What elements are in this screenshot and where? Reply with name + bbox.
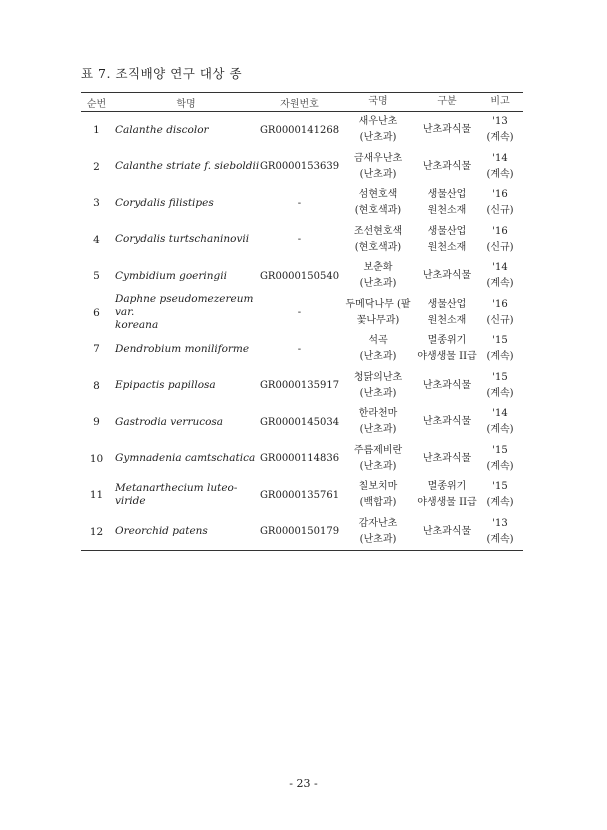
category-line: 원천소재 xyxy=(427,205,467,217)
table-row xyxy=(81,368,523,405)
category-line: 난초과식물 xyxy=(422,525,472,537)
cell-remarks xyxy=(477,331,523,368)
remarks-line: (계속) xyxy=(486,533,514,545)
header-remarks: 비고 xyxy=(490,96,510,107)
header-korean-name: 국명 xyxy=(368,96,388,107)
table-row xyxy=(81,295,523,332)
remarks-line: '13 xyxy=(492,116,508,128)
remarks-line: (신규) xyxy=(486,241,514,253)
cell-category xyxy=(417,149,477,186)
korean-name-line: 주름제비란 xyxy=(353,444,403,456)
remarks-line: (신규) xyxy=(486,314,514,326)
cell-category xyxy=(417,441,477,478)
korean-name-line: (난초과) xyxy=(359,424,397,436)
cell-scientific-name xyxy=(112,441,260,478)
category-line: 생물산업 xyxy=(427,298,467,310)
cell-resource-id: - xyxy=(297,234,302,246)
cell-number: 5 xyxy=(93,270,100,283)
scientific-name-line: Calanthe striate f. sieboldii xyxy=(115,160,260,173)
cell-number: 11 xyxy=(89,489,104,502)
cell-scientific-name xyxy=(112,514,260,551)
cell-number: 6 xyxy=(93,306,100,319)
category-line: 난초과식물 xyxy=(422,416,472,428)
cell-korean-name xyxy=(339,441,417,478)
korean-name-line: (난초과) xyxy=(359,168,397,180)
cell-korean-name xyxy=(339,222,417,259)
remarks-line: (계속) xyxy=(486,351,514,363)
cell-number: 8 xyxy=(93,379,100,392)
cell-korean-name xyxy=(339,331,417,368)
cell-resource-id: GR0000150179 xyxy=(259,526,340,538)
table-row xyxy=(81,404,523,441)
korean-name-line: 금새우난초 xyxy=(353,152,403,164)
cell-resource-id: GR0000145034 xyxy=(259,416,340,428)
cell-scientific-name xyxy=(112,368,260,405)
cell-scientific-name xyxy=(112,112,260,149)
cell-korean-name xyxy=(339,149,417,186)
table-row xyxy=(81,477,523,514)
cell-number: 2 xyxy=(93,160,100,173)
cell-number: 1 xyxy=(93,124,100,137)
cell-number: 3 xyxy=(93,197,100,210)
scientific-name-line: Cymbidium goeringii xyxy=(115,269,227,282)
category-line: 난초과식물 xyxy=(422,379,472,391)
korean-name-line: (난초과) xyxy=(359,387,397,399)
korean-name-line: (난초과) xyxy=(359,351,397,363)
cell-number: 4 xyxy=(93,233,100,246)
korean-name-line: 한라천마 xyxy=(358,408,398,420)
remarks-line: '15 xyxy=(492,481,508,493)
cell-scientific-name xyxy=(112,258,260,295)
cell-remarks xyxy=(477,185,523,222)
cell-korean-name xyxy=(339,368,417,405)
remarks-line: (계속) xyxy=(486,497,514,509)
korean-name-line: 두메닥나무 (팥 xyxy=(345,298,411,310)
cell-scientific-name xyxy=(112,404,260,441)
category-line: 원천소재 xyxy=(427,314,467,326)
scientific-name-line: Metanarthecium luteo-viride xyxy=(115,482,238,508)
table-header xyxy=(81,92,523,112)
scientific-name-line: Daphne pseudomezereum var. xyxy=(115,293,254,319)
category-line: 난초과식물 xyxy=(422,160,472,172)
cell-scientific-name xyxy=(112,185,260,222)
category-line: 멸종위기 xyxy=(427,481,467,493)
cell-korean-name xyxy=(339,258,417,295)
cell-resource-id: GR0000114836 xyxy=(259,453,340,465)
scientific-name-line: Gastrodia verrucosa xyxy=(115,415,224,428)
cell-korean-name xyxy=(339,477,417,514)
cell-resource-id: GR0000150540 xyxy=(259,270,340,282)
category-line: 생물산업 xyxy=(427,189,467,201)
cell-korean-name xyxy=(339,112,417,149)
category-line: 난초과식물 xyxy=(422,452,472,464)
cell-category xyxy=(417,295,477,332)
korean-name-line: (현호색과) xyxy=(354,241,402,253)
remarks-line: (계속) xyxy=(486,168,514,180)
cell-number: 12 xyxy=(89,525,104,538)
cell-scientific-name xyxy=(112,222,260,259)
cell-resource-id: - xyxy=(297,343,302,355)
korean-name-line: 섬현호색 xyxy=(358,189,398,201)
korean-name-line: 꽃나무과) xyxy=(356,314,400,326)
table-row xyxy=(81,112,523,149)
korean-name-line: 새우난초 xyxy=(358,116,398,128)
header-scientific-name: 학명 xyxy=(176,98,196,110)
cell-category xyxy=(417,404,477,441)
korean-name-line: 감자난초 xyxy=(358,517,398,529)
scientific-name-line: Corydalis turtschaninovii xyxy=(115,233,250,246)
table-caption: 표 7. 조직배양 연구 대상 종 xyxy=(81,66,243,81)
remarks-line: '15 xyxy=(492,335,508,347)
scientific-name-line: koreana xyxy=(115,319,159,332)
cell-korean-name xyxy=(339,185,417,222)
cell-scientific-name xyxy=(112,331,260,368)
scientific-name-line: Oreorchid patens xyxy=(115,525,208,538)
cell-remarks xyxy=(477,404,523,441)
cell-remarks xyxy=(477,295,523,332)
category-line: 원천소재 xyxy=(427,241,467,253)
table-row xyxy=(81,514,523,552)
cell-number: 7 xyxy=(93,343,100,356)
cell-category xyxy=(417,477,477,514)
table-body xyxy=(81,112,523,551)
cell-scientific-name xyxy=(112,295,260,332)
cell-category xyxy=(417,112,477,149)
remarks-line: '16 xyxy=(492,189,508,201)
cell-remarks xyxy=(477,149,523,186)
cell-category xyxy=(417,514,477,551)
remarks-line: (계속) xyxy=(486,460,514,472)
cell-number: 9 xyxy=(93,416,100,429)
category-line: 난초과식물 xyxy=(422,124,472,136)
korean-name-line: (난초과) xyxy=(359,132,397,144)
cell-number: 10 xyxy=(89,452,104,465)
korean-name-line: 조선현호색 xyxy=(353,225,403,237)
table-row xyxy=(81,149,523,186)
remarks-line: (계속) xyxy=(486,424,514,436)
remarks-line: '15 xyxy=(492,444,508,456)
cell-category xyxy=(417,185,477,222)
cell-resource-id: - xyxy=(297,307,302,319)
cell-scientific-name xyxy=(112,477,260,514)
cell-remarks xyxy=(477,477,523,514)
cell-resource-id: - xyxy=(297,197,302,209)
table-row xyxy=(81,258,523,295)
remarks-line: (계속) xyxy=(486,278,514,290)
cell-category xyxy=(417,331,477,368)
korean-name-line: (현호색과) xyxy=(354,205,402,217)
cell-remarks xyxy=(477,441,523,478)
cell-korean-name xyxy=(339,295,417,332)
cell-resource-id: GR0000153639 xyxy=(259,161,340,173)
cell-category xyxy=(417,222,477,259)
remarks-line: (계속) xyxy=(486,132,514,144)
korean-name-line: 칠보치마 xyxy=(358,481,398,493)
korean-name-line: (난초과) xyxy=(359,460,397,472)
table-row xyxy=(81,222,523,259)
remarks-line: (신규) xyxy=(486,205,514,217)
category-line: 생물산업 xyxy=(427,225,467,237)
remarks-line: '14 xyxy=(492,152,508,164)
korean-name-line: 보춘화 xyxy=(363,262,393,274)
korean-name-line: 석곡 xyxy=(368,335,388,347)
cell-category xyxy=(417,368,477,405)
korean-name-line: (백합과) xyxy=(359,497,397,509)
header-number: 순번 xyxy=(86,98,107,110)
scientific-name-line: Dendrobium moniliforme xyxy=(115,342,250,355)
cell-korean-name xyxy=(339,404,417,441)
scientific-name-line: Corydalis filistipes xyxy=(115,196,214,209)
species-table xyxy=(81,92,523,551)
remarks-line: '14 xyxy=(492,408,508,420)
scientific-name-line: Epipactis papillosa xyxy=(115,379,216,392)
table-row xyxy=(81,331,523,368)
cell-remarks xyxy=(477,514,523,551)
category-line: 멸종위기 xyxy=(427,335,467,347)
cell-remarks xyxy=(477,222,523,259)
cell-scientific-name xyxy=(112,149,260,186)
scientific-name-line: Gymnadenia camtschatica xyxy=(115,452,256,465)
remarks-line: '16 xyxy=(492,298,508,310)
scientific-name-line: Calanthe discolor xyxy=(115,123,209,136)
cell-resource-id: GR0000141268 xyxy=(259,124,340,136)
cell-remarks xyxy=(477,112,523,149)
cell-resource-id: GR0000135917 xyxy=(259,380,340,392)
table-row xyxy=(81,185,523,222)
cell-category xyxy=(417,258,477,295)
page-number: - 23 - xyxy=(289,777,318,790)
cell-remarks xyxy=(477,368,523,405)
korean-name-line: (난초과) xyxy=(359,278,397,290)
remarks-line: '14 xyxy=(492,262,508,274)
korean-name-line: 청닭의난초 xyxy=(353,371,403,383)
category-line: 야생생물 II급 xyxy=(417,497,477,509)
cell-korean-name xyxy=(339,514,417,551)
table-row xyxy=(81,441,523,478)
cell-remarks xyxy=(477,258,523,295)
category-line: 야생생물 II급 xyxy=(417,351,477,363)
remarks-line: '13 xyxy=(492,517,508,529)
remarks-line: (계속) xyxy=(486,387,514,399)
remarks-line: '16 xyxy=(492,225,508,237)
category-line: 난초과식물 xyxy=(422,270,472,282)
header-category: 구분 xyxy=(437,96,457,107)
korean-name-line: (난초과) xyxy=(359,533,397,545)
cell-resource-id: GR0000135761 xyxy=(259,489,340,501)
remarks-line: '15 xyxy=(492,371,508,383)
header-resource-id: 자원번호 xyxy=(280,98,319,110)
